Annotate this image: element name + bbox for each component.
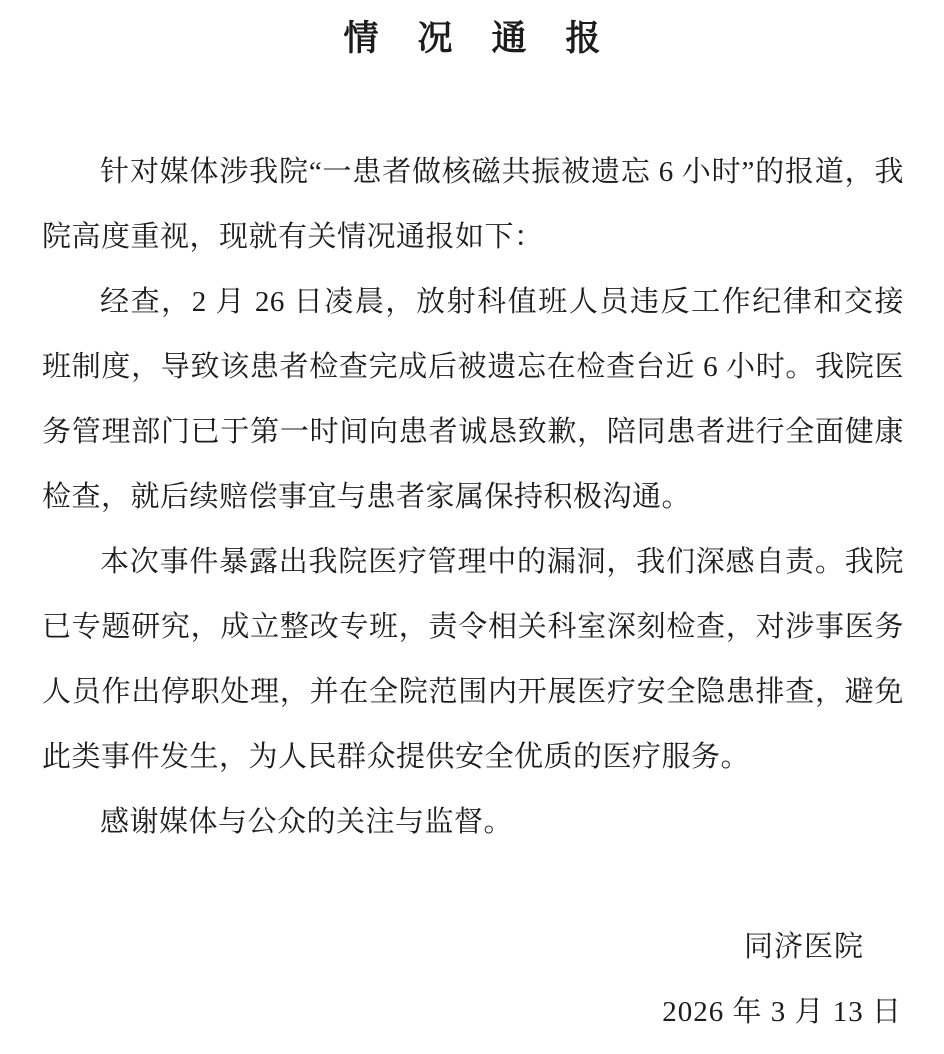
signature-hospital-name: 同济医院 — [743, 931, 864, 963]
paragraph-thanks: 感谢媒体与公众的关注与监督。 — [100, 806, 514, 838]
document-title: 情 况 通 报 — [343, 19, 603, 58]
document-body — [42, 140, 904, 855]
paragraph-investigation: 经查，2 月 26 日凌晨，放射科值班人员违反工作纪律和交接班制度，导致该患者检查完成后被遗忘在检查台近 6 小时。我院医务管理部门已于第一时间向患者诚恳致歉，陪同患者进行全面健康检查，就后续赔偿事宜与患者家属保持积极沟通。 — [42, 286, 904, 513]
paragraph-intro: 针对媒体涉我院“一患者做核磁共振被遗忘 6 小时”的报道，我院高度重视，现就有关情况通报如下： — [42, 156, 904, 253]
signature-date: 2026 年 3 月 13 日 — [662, 996, 902, 1028]
paragraph-measures: 本次事件暴露出我院医疗管理中的漏洞，我们深感自责。我院已专题研究，成立整改专班，责令相关科室深刻检查，对涉事医务人员作出停职处理，并在全院范围内开展医疗安全隐患排查，避免此类事件发生，为人民群众提供安全优质的医疗服务。 — [42, 546, 904, 773]
signature-block — [42, 915, 904, 1045]
